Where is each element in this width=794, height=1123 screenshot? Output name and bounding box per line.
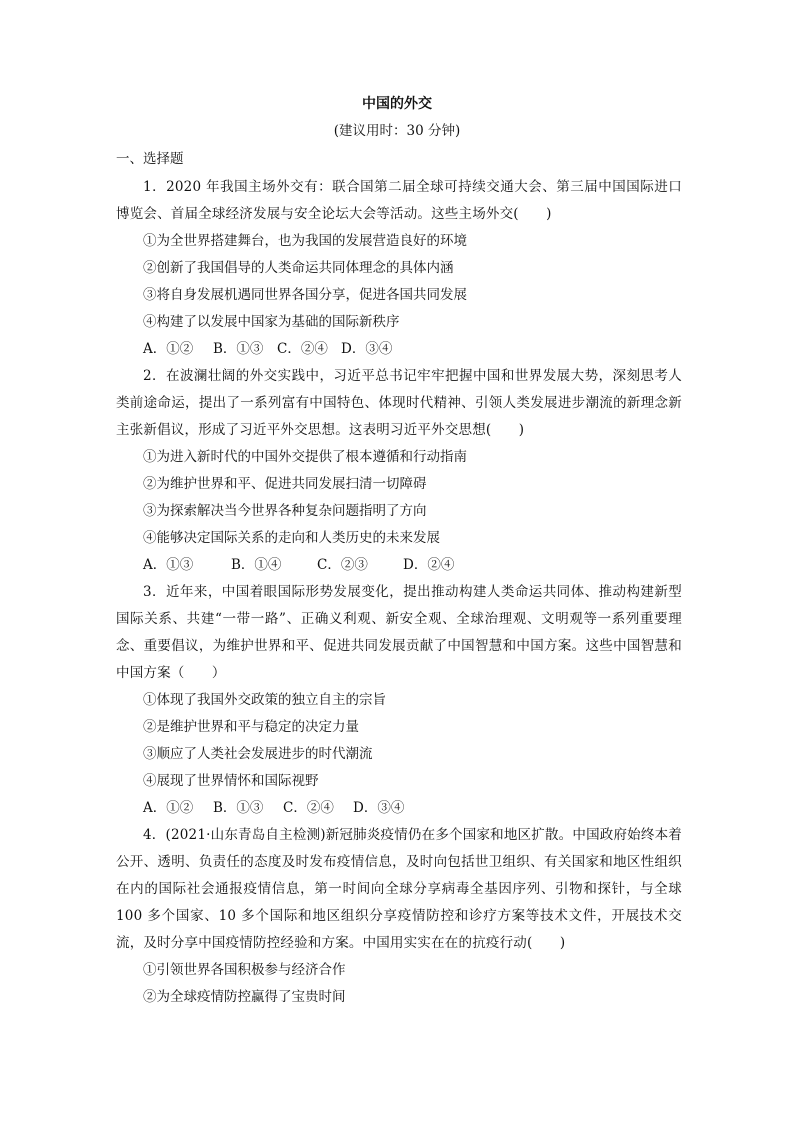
answer-choice-d: D．③④ <box>353 800 405 816</box>
question-option: ②是维护世界和平与稳定的决定力量 <box>143 719 359 735</box>
question-option: ④能够决定国际关系的走向和人类历史的未来发展 <box>143 530 440 546</box>
question-3 <box>116 579 682 822</box>
question-option: ③为探索解决当今世界各种复杂问题指明了方向 <box>143 503 427 519</box>
answer-choices <box>116 552 682 579</box>
question-option: ②为全球疫情防控赢得了宝贵时间 <box>143 989 346 1005</box>
answer-choice-c: C．②④ <box>283 800 334 816</box>
answer-choice-d: D．③④ <box>341 341 393 357</box>
question-option: ①体现了我国外交政策的独立自主的宗旨 <box>143 692 386 708</box>
answer-choices <box>116 795 682 822</box>
question-option: ①为进入新时代的中国外交提供了根本遵循和行动指南 <box>143 449 467 465</box>
page-title: 中国的外交 <box>362 96 432 112</box>
question-4 <box>116 822 682 1011</box>
question-option: ③将自身发展机遇同世界各国分享，促进各国共同发展 <box>143 287 467 303</box>
answer-choice-c: C．②③ <box>317 557 368 573</box>
question-option: ②为维护世界和平、促进共同发展扫清一切障碍 <box>143 476 427 492</box>
answer-choices <box>116 336 682 363</box>
answer-choice-d: D．②④ <box>403 557 455 573</box>
section-heading: 一、选择题 <box>116 151 184 167</box>
question-1 <box>116 174 682 363</box>
answer-choice-c: C．②④ <box>277 341 328 357</box>
question-stem: 1．2020 年我国主场外交有：联合国第二届全球可持续交通大会、第三届中国国际进口博览会、首届全球经济发展与安全论坛大会等活动。这些主场外交( ) <box>116 179 682 222</box>
answer-choice-b: B．①④ <box>231 557 282 573</box>
question-option: ①引领世界各国积极参与经济合作 <box>143 962 346 978</box>
question-stem: 2．在波澜壮阔的外交实践中，习近平总书记牢牢把握中国和世界发展大势，深刻思考人类前途命运，提出了一系列富有中国特色、体现时代精神、引领人类发展进步潮流的新理念新主张新倡议，形成了习近平外交思想。这表明习近平外交思想( ) <box>116 368 682 438</box>
answer-choice-a: A．①② <box>143 341 194 357</box>
answer-choice-b: B．①③ <box>213 341 264 357</box>
question-list <box>116 174 682 1011</box>
question-option: ④构建了以发展中国家为基础的国际新秩序 <box>143 314 400 330</box>
question-option: ③顺应了人类社会发展进步的时代潮流 <box>143 746 373 762</box>
question-option: ④展现了世界情怀和国际视野 <box>143 773 319 789</box>
page-subtitle: (建议用时：30 分钟) <box>333 123 461 139</box>
answer-choice-a: A．①② <box>143 800 194 816</box>
answer-choice-b: B．①③ <box>213 800 264 816</box>
question-stem: 4．(2021·山东青岛自主检测)新冠肺炎疫情仍在多个国家和地区扩散。中国政府始终本着公开、透明、负责任的态度及时发布疫情信息，及时向包括世卫组织、有关国家和地区性组织在内的国际社会通报疫情信息，第一时间向全球分享病毒全基因序列、引物和探针，与全球 100 多个国家、10 多个国际和地区组织分享疫情防控和诊疗方案等技术文件，开展技术交流，及时分享中国疫情防控经验和方案。中国用实实在在的抗疫行动( ) <box>116 827 682 951</box>
question-option: ①为全世界搭建舞台，也为我国的发展营造良好的环境 <box>143 233 467 249</box>
question-2 <box>116 363 682 579</box>
question-option: ②创新了我国倡导的人类命运共同体理念的具体内涵 <box>143 260 454 276</box>
answer-choice-a: A．①③ <box>143 557 194 573</box>
question-stem: 3．近年来，中国着眼国际形势发展变化，提出推动构建人类命运共同体、推动构建新型国际关系、共建“一带一路”、正确义利观、新安全观、全球治理观、文明观等一系列重要理念、重要倡议，为维护世界和平、促进共同发展贡献了中国智慧和中国方案。这些中国智慧和中国方案（ ） <box>116 584 682 681</box>
